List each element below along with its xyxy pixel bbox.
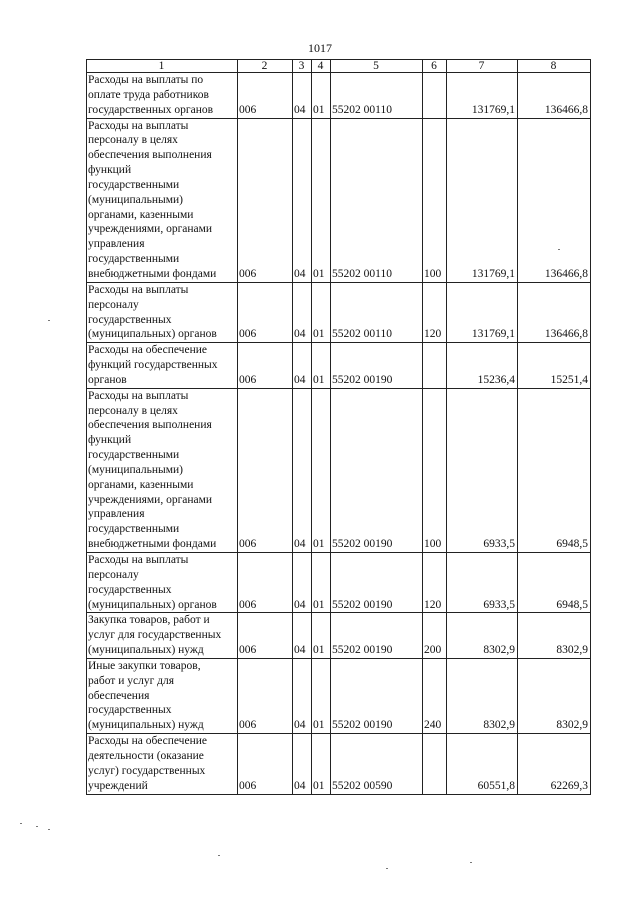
cell-col-3: 04: [293, 118, 312, 282]
cell-col-4: 01: [312, 658, 331, 733]
cell-col-6: [423, 73, 447, 119]
scan-speck: [48, 829, 50, 830]
cell-col-3: 04: [293, 613, 312, 659]
table-row: [87, 343, 591, 389]
cell-col-2: 006: [238, 118, 293, 282]
cell-col-8: 6948,5: [518, 553, 591, 613]
cell-col-4: 01: [312, 73, 331, 119]
scan-speck: [470, 862, 472, 863]
cell-col-3: 04: [293, 553, 312, 613]
cell-col-5: 55202 00110: [331, 118, 423, 282]
column-header: 2: [238, 60, 293, 73]
cell-col-5: 55202 00190: [331, 553, 423, 613]
cell-col-7: 6933,5: [447, 553, 518, 613]
cell-col-6: 120: [423, 553, 447, 613]
column-header: 3: [293, 60, 312, 73]
cell-col-6: [423, 343, 447, 389]
cell-col-7: 8302,9: [447, 613, 518, 659]
cell-col-4: 01: [312, 734, 331, 794]
cell-col-8: 136466,8: [518, 73, 591, 119]
cell-col-7: 60551,8: [447, 734, 518, 794]
cell-col-3: 04: [293, 282, 312, 342]
cell-col-3: 04: [293, 658, 312, 733]
cell-col-2: 006: [238, 734, 293, 794]
cell-col-2: 006: [238, 73, 293, 119]
row-name-cell: Расходы на обеспечение функций государственных органов: [87, 343, 238, 389]
cell-col-7: 15236,4: [447, 343, 518, 389]
cell-col-5: 55202 00190: [331, 613, 423, 659]
table-row: [87, 734, 591, 794]
table-row: [87, 282, 591, 342]
cell-col-5: 55202 00190: [331, 388, 423, 552]
row-name-cell: Закупка товаров, работ и услуг для государственных (муниципальных) нужд: [87, 613, 238, 659]
page-number: 1017: [308, 41, 332, 55]
cell-col-7: 8302,9: [447, 658, 518, 733]
cell-col-5: 55202 00110: [331, 73, 423, 119]
cell-col-5: 55202 00190: [331, 658, 423, 733]
cell-col-2: 006: [238, 282, 293, 342]
cell-col-3: 04: [293, 734, 312, 794]
table-row: [87, 73, 591, 119]
row-name-cell: Расходы на выплаты по оплате труда работников государственных органов: [87, 73, 238, 119]
scan-speck: [218, 855, 220, 856]
row-name-cell: Расходы на обеспечение деятельности (оказание услуг) государственных учреждений: [87, 734, 238, 794]
row-name-cell: Расходы на выплаты персоналу государственных (муниципальных) органов: [87, 282, 238, 342]
cell-col-3: 04: [293, 343, 312, 389]
cell-col-4: 01: [312, 613, 331, 659]
cell-col-8: 15251,4: [518, 343, 591, 389]
cell-col-4: 01: [312, 343, 331, 389]
table-row: [87, 658, 591, 733]
scan-speck: [558, 249, 560, 250]
cell-col-3: 04: [293, 388, 312, 552]
cell-col-5: 55202 00190: [331, 343, 423, 389]
table-row: [87, 118, 591, 282]
column-header: 5: [331, 60, 423, 73]
row-name-cell: Расходы на выплаты персоналу в целях обеспечения выполнения функций государственными (муниципальными) органами, казенными учреждениями, органами управления государственными внебюджетными фондами: [87, 118, 238, 282]
scan-speck: [36, 826, 38, 827]
column-header: 1: [87, 60, 238, 73]
table-row: [87, 388, 591, 552]
budget-table: [86, 59, 591, 795]
cell-col-4: 01: [312, 282, 331, 342]
cell-col-8: 8302,9: [518, 613, 591, 659]
cell-col-5: 55202 00590: [331, 734, 423, 794]
cell-col-6: 100: [423, 388, 447, 552]
column-header: 8: [518, 60, 591, 73]
cell-col-2: 006: [238, 553, 293, 613]
cell-col-5: 55202 00110: [331, 282, 423, 342]
cell-col-7: 131769,1: [447, 118, 518, 282]
column-header: 6: [423, 60, 447, 73]
cell-col-3: 04: [293, 73, 312, 119]
cell-col-8: 6948,5: [518, 388, 591, 552]
cell-col-7: 131769,1: [447, 282, 518, 342]
cell-col-7: 6933,5: [447, 388, 518, 552]
cell-col-2: 006: [238, 388, 293, 552]
cell-col-6: 200: [423, 613, 447, 659]
cell-col-4: 01: [312, 553, 331, 613]
table-row: [87, 613, 591, 659]
cell-col-6: 240: [423, 658, 447, 733]
cell-col-6: [423, 734, 447, 794]
table-row: [87, 553, 591, 613]
table-header-row: [87, 60, 591, 73]
scan-speck: [48, 320, 50, 321]
cell-col-8: 8302,9: [518, 658, 591, 733]
cell-col-2: 006: [238, 658, 293, 733]
scan-speck: [386, 868, 388, 869]
row-name-cell: Иные закупки товаров, работ и услуг для обеспечения государственных (муниципальных) нужд: [87, 658, 238, 733]
cell-col-6: 100: [423, 118, 447, 282]
row-name-cell: Расходы на выплаты персоналу в целях обеспечения выполнения функций государственными (муниципальными) органами, казенными учреждениями, органами управления государственными внебюджетными фондами: [87, 388, 238, 552]
column-header: 4: [312, 60, 331, 73]
cell-col-7: 131769,1: [447, 73, 518, 119]
cell-col-4: 01: [312, 118, 331, 282]
cell-col-2: 006: [238, 343, 293, 389]
cell-col-8: 136466,8: [518, 118, 591, 282]
column-header: 7: [447, 60, 518, 73]
cell-col-2: 006: [238, 613, 293, 659]
cell-col-8: 136466,8: [518, 282, 591, 342]
scan-speck: [20, 823, 22, 824]
row-name-cell: Расходы на выплаты персоналу государственных (муниципальных) органов: [87, 553, 238, 613]
cell-col-6: 120: [423, 282, 447, 342]
cell-col-4: 01: [312, 388, 331, 552]
cell-col-8: 62269,3: [518, 734, 591, 794]
